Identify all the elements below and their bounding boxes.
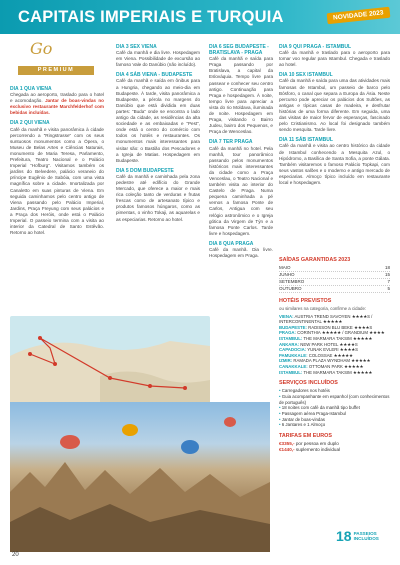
day-text: Café da manhã e saída em ônibus para a Hungria, chegando ao meio-dia em Budapeste. À tarde, visita panorâmica a Budapeste, a pérola no margens do Danúbio que está dividida em duas partes: “Buda” onde se encontra o lado antigo da cidade, as residências da alta sociedade e as embaixadas e “Pest”, onde está o centro do comércio com todos os hotéis e restaurantes. Os monumentos mais interessantes para visitar são: o Bastião dos Pescadores e a Igreja de Matias. Hospedagem em Budapeste. <box>116 78 200 163</box>
day-heading: TER PRAGA <box>223 139 253 146</box>
service-item: • Passagem aérea Praga-Istambul <box>279 411 390 417</box>
tours-included <box>336 528 379 544</box>
date-month: OUTUBRO <box>279 286 302 291</box>
route-map-graphic <box>10 316 210 414</box>
day-number: DIA 1 <box>10 86 23 92</box>
prices-section <box>279 433 390 453</box>
hotel-city: CANAKKALE: <box>279 363 308 369</box>
hotel-city: CAPADOCIA: <box>279 347 307 353</box>
day-heading: QUA PRAGA <box>223 240 254 247</box>
service-item: • 18 noites com café da manhã tipo buffet <box>279 405 390 411</box>
price-amount: €1440,- <box>279 447 295 453</box>
hotel-city: ISTAMBUL: <box>279 335 303 341</box>
hotels-section <box>279 298 390 375</box>
hotel-name: RADISSON BLU BEKE ★★★★S <box>308 324 373 330</box>
day-heading: SEG BUDAPESTE - BRATISLAVA - PRAGA <box>209 44 269 57</box>
day-11 <box>279 137 390 186</box>
city-marker <box>53 362 57 366</box>
itinerary-column-1 <box>10 39 104 240</box>
hotel-name: YUNAK EVLERI ★★★★S <box>307 347 359 353</box>
day-number: DIA 9 <box>279 44 292 50</box>
hotel-name: CORINTHIA ★★★★★ / GRANDIUM ★★★★ <box>297 330 385 336</box>
date-days: 15 <box>384 272 390 277</box>
balloon-shape <box>224 417 236 427</box>
date-month: JUNHO <box>279 272 295 277</box>
service-item: • 6 Jantares e 1 Almoço <box>279 422 390 428</box>
date-days: 7 <box>387 279 390 284</box>
city-marker <box>108 376 112 380</box>
city-marker <box>183 386 187 390</box>
itinerary-column-4 <box>279 44 390 190</box>
title-bar <box>0 0 400 34</box>
day-1 <box>10 86 104 116</box>
day-10 <box>279 72 390 133</box>
hotels-title: HOTÉIS PREVISTOS <box>279 298 332 304</box>
day-heading: SÁB VIENA - BUDAPESTE <box>130 72 193 79</box>
route-map <box>10 316 210 414</box>
cappadocia-photo <box>10 402 270 552</box>
day-text: Café da manhã e visita ao centro histórico da cidade de Istambul conhecendo a Mesquita Azul, o Hipódromo, a Basílica de Santa Sofia, a ponte Gálata. Também visitaremos o famoso Palácio Topkapi, com seus vastos salões e o moderno e antigo mercado de especiarias. Almoço típico incluído em restaurante local e hospedagem. <box>279 143 390 185</box>
day-text: Café da manhã e traslado para o aeroporto para tomar voo regular para Istambul. Chegada e traslado ao hotel. <box>279 50 390 68</box>
day-number: DIA 3 <box>116 44 129 50</box>
sidebar-info <box>279 257 390 458</box>
hotels-note: ou similares na categoria, confirme a cidade: <box>279 306 367 311</box>
hotel-city: VIENA: <box>279 313 294 319</box>
date-days: 18 <box>384 265 390 270</box>
date-row <box>279 279 390 286</box>
day-number: DIA 8 <box>209 240 222 247</box>
day-number: DIA 11 <box>279 137 295 144</box>
itinerary-column-2 <box>116 44 200 227</box>
day-number: DIA 6 <box>209 44 222 50</box>
prices-title: TARIFAS EM EUROS <box>279 433 332 440</box>
day-highlight: Jantar de boas-vindas no exclusivo restaurante Marchfelderhof com bebidas incluídas. <box>10 98 104 116</box>
price-label: por pessoa em duplo <box>295 441 339 447</box>
price-label: suplemento individual <box>295 447 341 453</box>
service-item: • Guia acompanhante em espanhol (com conhecimentos de português) <box>279 394 390 405</box>
hotel-row <box>279 314 390 325</box>
date-days: 5 <box>387 286 390 291</box>
hotel-name: THE MARMARA TAKSIM ★★★★★ <box>303 335 373 341</box>
day-number: DIA 5 <box>116 167 129 174</box>
city-marker <box>148 384 152 388</box>
day-number: DIA 4 <box>116 72 129 79</box>
day-6 <box>209 44 273 135</box>
day-text: Café da manhã e saída para Praga passando por Bratislava, a capital da Eslováquia. Tempo livre para passear e conhecer seu centro antigo. Continuação para Praga e hospedagem. À noite, tempo livre para apreciar a vista do rio Moldava, iluminada de noite. Hospedagem em Praga, visitando o Bairro Judeu, bairro dos Pequenos, e Praça de Wenceslao. <box>209 56 273 135</box>
brand-name: Go <box>30 39 53 58</box>
price-row <box>279 447 390 453</box>
service-item: • Jantar de boas-vindas <box>279 417 390 423</box>
date-month: SETEMBRO <box>279 279 305 284</box>
tours-label-1: PASSEIOS <box>353 530 377 536</box>
day-heading: SEX VIENA <box>130 44 157 50</box>
day-7 <box>209 139 273 237</box>
hotel-name: OTTOMAN PARK ★★★★★ <box>308 363 364 369</box>
day-2 <box>10 120 104 236</box>
date-row <box>279 265 390 272</box>
day-text: Café da manhã e caminhada pela zona pedestre até edifício do Grande Mercado, que oferece a maior e mais rica coleção tanto de verduras e frutas frescas como de artesanato típico e produtos famosos húngaros, como as pimentas, o vinho Tokaji, as aquarelas e as especiarias. Retorno ao hotel. <box>116 173 200 222</box>
hotel-city: ISTAMBUL: <box>279 369 303 375</box>
brand-logo <box>10 39 104 82</box>
day-8 <box>209 241 273 259</box>
service-item: • Carregadores nos hotéis <box>279 388 390 394</box>
novidade-badge: NOVIDADE 2023 <box>327 7 390 24</box>
balloon-shape <box>122 424 138 436</box>
hotel-name: THE MARMARA TAKSIM ★★★★★ <box>303 369 373 375</box>
hotel-name: RAMADA PLAZA WYNDHAM ★★★★★ <box>293 358 371 364</box>
hotel-city: IZMIR: <box>279 358 293 364</box>
day-text: Chegada ao aeroporto, traslado para o hotel e acomodação. <box>10 92 104 104</box>
price-amount: €3355,- <box>279 441 295 447</box>
brand-tier: PREMIUM <box>18 66 94 75</box>
day-3 <box>116 44 200 68</box>
day-heading: QUI VIENA <box>24 120 50 127</box>
day-text: Café da manhã no hotel. Pela manhã, tour panorâmico passando pelos monumentos históricos mais interessantes da cidade como a Praça Venceslau, o Teatro Nacional e também visita ao interior do Castelo de Praga. Numa pequena caminhada a pé vemos a famosa Ponte de Carlos, Antigua com seu relógio astronômico e o Igreja gótica da Virgem de Týn e a famosa Ponte Carlos. Tarde livre e hospedagem. <box>209 145 273 236</box>
hotel-city: ANKARA: <box>279 341 300 347</box>
day-number: DIA 10 <box>279 72 295 79</box>
day-5 <box>116 168 200 223</box>
day-heading: DOM BUDAPESTE <box>130 167 174 174</box>
date-month: MAIO <box>279 265 291 270</box>
day-4 <box>116 72 200 163</box>
hotel-name: COLOSSAE ★★★★★ <box>308 352 353 358</box>
hotel-row <box>279 370 390 376</box>
day-text: Café da manhã. Dia livre. Hospedagem em Praga. <box>209 247 273 259</box>
page-number: 20 <box>12 552 19 558</box>
day-text: Café da manhã e dia livre. Hospedagem em Viena. Possibilidade de excursão ao famoso Vale do Danúbio (não incluído). <box>116 50 200 68</box>
day-text: Café da manhã e visita panorâmica à cidade percorrendo a “Ringstrasse” com os seus suntuosos monumentos como a Ópera, o Museu de Belas Artes e Ciências Naturais, monumento de Maria Teresa, Parlamento, Prefeitura, Teatro Nacional e o Palácio Imperial “Hofburg”. Visitamos também os jardins do Belvedere, palácio veraneio do príncipe Eugênio de Sabóia, com uma vista magnífica sobre a cidade. Imortalizada por Canaletto em suas pinturas de Viena. Em seguida caminhamos pelo centro antigo de Viena passando pelo Palácio Imperial, Jardins, Praça Freyung com seus palácios e a Praça dos Heróis, onde está o Palácio Imperial. O passeio termina com a visita ao interior da Catedral de Santo Estêvão. Retorno ao hotel. <box>10 126 104 236</box>
services-section <box>279 380 390 428</box>
date-row <box>279 272 390 279</box>
hotel-city: PRAGA: <box>279 330 296 336</box>
dates-section <box>279 257 390 293</box>
hotel-name: AUSTRIA TREND SAVOYEN ★★★★S / INTERCONTINENTAL ★★★★★ <box>279 313 373 325</box>
hotel-name: NEW PARK HOTEL ★★★★S <box>300 341 358 347</box>
day-heading: SEX ISTAMBUL <box>295 72 333 79</box>
page-title: CAPITAIS IMPERIAIS E TURQUIA <box>18 8 284 26</box>
tours-count: 18 <box>336 528 352 544</box>
day-number: DIA 7 <box>209 139 222 146</box>
hotel-city: PAMUKKALE: <box>279 352 308 358</box>
day-9 <box>279 44 390 68</box>
hotel-city: BUDAPESTE: <box>279 324 307 330</box>
photo-graphic <box>10 402 270 552</box>
city-marker <box>38 336 42 340</box>
day-text: Café da manhã e saída para uma das atividades mais famosas de Istambul, um passeio de barco pelo Bósforo, o canal que separa a Europa da Ásia. Neste percurso pode apreciar os palácios dos Sultões, as antigas e típicas casas de madeira, e desfrutar histórias de uma forma diferente. Em seguida, uma das visitas de maior fervor de esperanças, fascinado pelo Cristianismo. Ao local foi designado também sendo mesquita. Tarde livre. <box>279 78 390 133</box>
itinerary-column-3 <box>209 44 273 263</box>
balloon-shape <box>181 440 199 454</box>
balloon-shape <box>60 435 80 449</box>
dates-title: SAÍDAS GARANTIDAS 2023 <box>279 257 351 263</box>
day-heading: SÁB ISTAMBUL <box>295 137 333 144</box>
services-title: SERVIÇOS INCLUÍDOS <box>279 380 338 387</box>
city-marker <box>28 352 32 356</box>
date-row <box>279 286 390 293</box>
tours-label-2: INCLUÍDOS <box>353 536 379 541</box>
day-heading: QUI PRAGA - ISTAMBUL <box>293 44 352 50</box>
day-heading: QUA VIENA <box>24 86 52 92</box>
day-number: DIA 2 <box>10 120 23 127</box>
